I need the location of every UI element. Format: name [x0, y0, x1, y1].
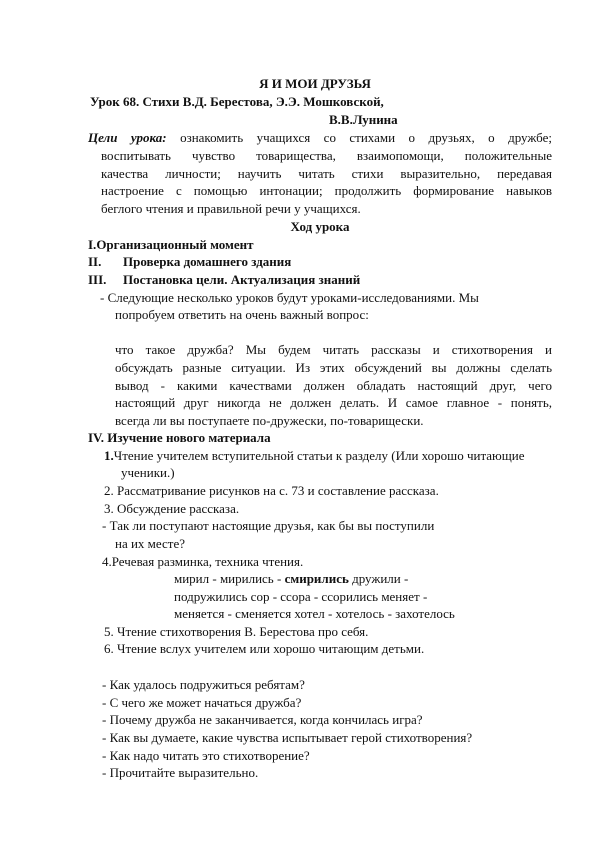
goals-line-2: воспитывать чувство товарищества, взаимопомощи, положительные [101, 148, 552, 163]
section-2-number: II. [88, 254, 102, 269]
list-item: - Как удалось подружиться ребятам? [102, 677, 305, 692]
list-item: - Почему дружба не заканчивается, когда кончилась игра? [102, 712, 423, 727]
step-1-number: 1. [104, 448, 114, 463]
word-line-1 [174, 571, 408, 587]
section-3-heading [88, 272, 361, 288]
section-4-number: IV. [88, 430, 105, 445]
step-1-line-2: ученики.) [121, 465, 175, 480]
list-item: - Как вы думаете, какие чувства испытывает герой стихотворения? [102, 730, 473, 745]
step-3: 3. Обсуждение рассказа. [104, 501, 240, 516]
step-3a-line-1: - Так ли поступают настоящие друзья, как бы вы поступили [102, 518, 435, 533]
step-4: 4.Речевая разминка, техника чтения. [102, 554, 304, 569]
word-line-1-a: мирил - мирились - [174, 571, 285, 586]
list-item: - Прочитайте выразительно. [102, 765, 259, 780]
list-item: - Как надо читать это стихотворение? [102, 748, 310, 763]
goals-line-4: настроение с помощью интонации; продолжить формирование навыков [101, 183, 552, 198]
step-1-line-1 [104, 448, 525, 464]
goals-line-1 [88, 130, 552, 146]
question-line-5: всегда ли вы поступаете по-дружески, по-товарищески. [115, 413, 424, 428]
section-2-heading [88, 254, 292, 270]
goals-line-3: качества личности; научить читать стихи выразительно, передавая [101, 166, 552, 181]
question-line-2: обсуждать разные ситуации. Из этих обсуждений вы должны сделать [115, 360, 552, 375]
question-line-4: настоящий друг никогда не должен делать. И самое главное - понять, [115, 395, 552, 410]
section-4-heading [88, 430, 271, 446]
section-2-title: Проверка домашнего здания [123, 254, 292, 269]
document-title: Я И МОИ ДРУЗЬЯ [259, 76, 371, 91]
list-item: - С чего же может начаться дружба? [102, 695, 302, 710]
lesson-title-line-1: Урок 68. Стихи В.Д. Берестова, Э.Э. Мошковской, [90, 94, 384, 109]
question-line-1: что такое дружба? Мы будем читать рассказы и стихотворения и [115, 342, 552, 357]
intro-line-1: - Следующие несколько уроков будут уроками-исследованиями. Мы [100, 290, 479, 305]
step-5: 5. Чтение стихотворения В. Берестова про себя. [104, 624, 369, 639]
step-3a-line-2: на их месте? [115, 536, 185, 551]
course-heading: Ход урока [290, 219, 350, 234]
goals-line-5: беглого чтения и правильной речи у учащихся. [101, 201, 361, 216]
word-line-2: подружились сор - ссора - ссорились меняет - [174, 589, 428, 604]
goals-text-1: ознакомить учащихся со стихами о друзьях, о дружбе; [180, 130, 553, 145]
step-6: 6. Чтение вслух учителем или хорошо читающим детьми. [104, 641, 425, 656]
section-3-title: Постановка цели. Актуализация знаний [123, 272, 361, 287]
section-1-title: Организационный момент [96, 237, 254, 252]
intro-line-2: попробуем ответить на очень важный вопрос: [115, 307, 369, 322]
section-3-number: III. [88, 272, 107, 287]
question-line-3: вывод - какими качествами должен обладать настоящий друг, чего [115, 378, 552, 393]
word-line-3: меняется - сменяется хотел - хотелось - захотелось [174, 606, 455, 621]
section-1-number: I. [88, 237, 97, 252]
step-1-text: Чтение учителем вступительной статьи к разделу (Или хорошо читающие [113, 448, 525, 463]
lesson-title-line-2: В.В.Лунина [329, 112, 398, 127]
section-1-heading [88, 237, 254, 253]
section-4-title: Изучение нового материала [107, 430, 271, 445]
goals-label: Цели урока: [88, 130, 167, 145]
step-2: 2. Рассматривание рисунков на с. 73 и составление рассказа. [104, 483, 439, 498]
word-line-1-bold: смирились [284, 571, 349, 586]
word-line-1-b: дружили - [348, 571, 409, 586]
